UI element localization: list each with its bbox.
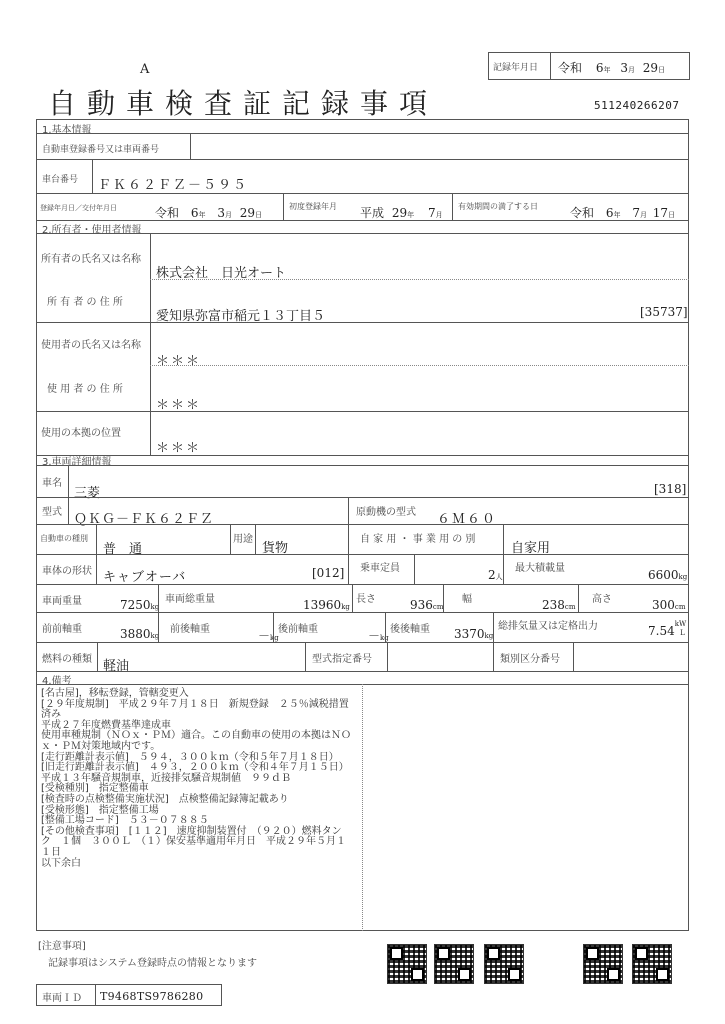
private-commercial-label: 自 家 用 ・ 事 業 用 の 別 [360,534,476,545]
usage-label: 用途 [233,534,253,545]
displacement: $7.54^{kW}L$ [648,620,687,638]
vehicle-kind: 普 通 [103,542,143,557]
front-front-axle-label: 前前軸重 [42,624,82,635]
owner-address: 愛知県弥富市稲元１３丁目５ [156,309,326,324]
remark-line: ｘ・ＰＭ対策地域内です。 [41,740,161,752]
type-approval-label: 型式指定番号 [312,654,372,665]
rear-rear-axle: 3370kg [454,627,494,641]
front-rear-axle-label: 前後軸重 [170,624,210,635]
width-label: 幅 [462,594,472,605]
section-remarks: 4.備考 [42,676,72,687]
user-name: ＊＊＊ [156,354,202,369]
owner-address-label: 所 有 者 の 住 所 [47,297,123,308]
remark-line: 使用車種規制（ＮＯｘ・ＰＭ）適合。この自動車の使用の本拠はＮＯ [41,730,351,742]
make: 三菱 [74,486,101,501]
private-commercial: 自家用 [511,541,551,556]
qr-code-5 [632,944,672,984]
remark-line: [受検形態] 指定整備工場 [41,804,159,816]
issue-date: 令和 6年 3月 29日 [155,206,263,220]
user-name-label: 使用者の氏名又は名称 [41,340,141,351]
vehicle-kind-label: 自動車の種別 [40,534,88,543]
vehicle-id-label: 車両ＩＤ [42,993,82,1004]
length: 936cm [410,598,444,612]
max-load-label: 最大積載量 [515,563,565,574]
remark-line: [２９年度規制] 平成２９年７月１８日 新規登録 ２５％減税措置 [41,698,349,710]
usage: 貨物 [262,541,289,556]
body-shape-code: [012] [312,566,345,580]
capacity: 2人 [488,568,503,582]
max-load: 6600kg [648,568,688,582]
notice-text: 記録事項はシステム登録時点の情報となります [48,958,257,969]
user-address-label: 使 用 者 の 住 所 [47,384,123,395]
remark-line: 以下余白 [41,857,81,869]
fuel: 軽油 [103,659,130,674]
category-label: 類別区分番号 [500,654,560,665]
engine-model: ６Ｍ６０ [437,512,498,527]
remarks-text [41,689,351,869]
qr-code-3 [484,944,524,984]
vehicle-weight: 7250kg [120,598,160,612]
record-date-label: 記録年月日 [493,63,539,73]
section-owner-info: 2.所有者・使用者情報 [42,225,142,236]
issue-date-label: 登録年月日／交付年月日 [40,204,117,212]
section-vehicle-details: 3.車両詳細情報 [42,457,112,468]
rear-front-axle: －kg [368,629,389,643]
remark-line: [検査時の点検整備実施状況] 点検整備記録簿記載あり [41,793,289,805]
rear-front-axle-label: 後前軸重 [278,624,318,635]
document-title: 自動車検査証記録事項 [48,87,439,120]
record-date: 令和 6年 3月 29日 [558,61,666,75]
vehicle-weight-label: 車両重量 [42,596,82,607]
vehicle-id: T9468TS9786280 [100,990,204,1003]
body-shape: キャブオーバ [103,570,187,585]
height-label: 高さ [592,594,612,605]
first-registration: 平成 29年 7月 [360,206,443,220]
registration-number-label: 自動車登録番号又は車両番号 [42,145,160,155]
gross-weight-label: 車両総重量 [165,594,215,605]
qr-code-2 [434,944,474,984]
remark-line: [旧走行距離計表示値] ４９３，２００ｋｍ（令和４年７月１５日） [41,762,349,774]
remark-line: [名古屋]，移転登録，管轄変更入 [41,688,189,699]
remark-line: [その他検査事項] [１１２] 速度抑制装置付 （９２０）燃料タン [41,825,342,837]
expiry-date: 令和 6年 7月 17日 [570,206,676,220]
front-rear-axle: －kg [258,629,279,643]
width: 238cm [542,598,576,612]
remark-line: ク １個 ３００Ｌ （１）保安基準適用年月日 平成２９年５月１ [41,836,346,848]
owner-name: 株式会社 日光オート [156,266,287,281]
model-label: 型式 [42,507,62,518]
base-location: ＊＊＊ [156,441,202,456]
make-code: [318] [654,482,687,496]
fuel-label: 燃料の種類 [42,654,92,665]
document-number: 511240266207 [594,99,680,112]
remark-line: 済み [41,709,61,721]
owner-address-code: [35737] [640,305,688,319]
header-mark: A [140,62,150,77]
owner-name-label: 所有者の氏名又は名称 [41,254,141,265]
user-address: ＊＊＊ [156,398,202,413]
remark-line: [受検種別] 指定整備車 [41,783,149,795]
section-basic-info: 1.基本情報 [42,125,92,136]
rear-rear-axle-label: 後後軸重 [390,624,430,635]
remark-line: 平成２７年度燃費基準達成車 [41,719,171,731]
qr-code-4 [583,944,623,984]
remark-line: [整備工場コード] ５３－０７８８５ [41,815,209,827]
model: ＱＫＧ－ＦＫ６２ＦＺ [74,512,215,527]
expiry-label: 有効期間の満了する日 [458,202,538,211]
remark-line: 平成１３年騒音規制車，近接排気騒音規制値 ９９ｄＢ [41,772,291,784]
engine-label: 原動機の型式 [356,507,416,518]
height: 300cm [652,598,686,612]
base-location-label: 使用の本拠の位置 [41,428,121,439]
capacity-label: 乗車定員 [360,563,400,574]
chassis-label: 車台番号 [42,175,79,185]
displacement-label: 総排気量又は定格出力 [498,621,598,632]
first-registration-label: 初度登録年月 [289,202,337,211]
body-shape-label: 車体の形状 [42,566,92,577]
notice-label: [注意事項] [38,941,86,952]
qr-code-1 [387,944,427,984]
chassis-number: ＦＫ６２ＦＺ－５９５ [98,178,249,193]
make-label: 車名 [42,478,62,489]
gross-weight: 13960kg [303,598,350,612]
remark-line: １日 [41,846,61,858]
remark-line: [走行距離計表示値] ５９４，３００ｋｍ（令和５年７月１８日） [41,751,339,763]
front-front-axle: 3880kg [120,627,160,641]
length-label: 長さ [356,594,376,605]
